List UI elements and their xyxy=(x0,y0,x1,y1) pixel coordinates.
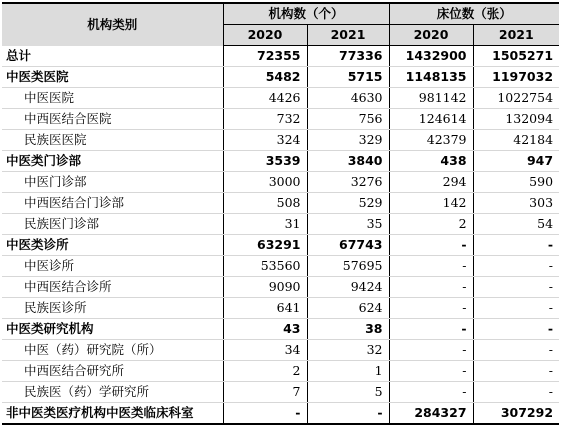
cell-beds-2021: 54 xyxy=(473,214,559,235)
cell-beds-2020: 142 xyxy=(389,193,473,214)
row-label: 中西医结合研究所 xyxy=(2,361,223,382)
cell-beds-2021: - xyxy=(473,256,559,277)
cell-beds-2021: 1505271 xyxy=(473,46,559,67)
cell-beds-2021: 132094 xyxy=(473,109,559,130)
cell-beds-2021: - xyxy=(473,361,559,382)
header-institutions-2021: 2021 xyxy=(307,25,389,46)
row-label: 中医类医院 xyxy=(2,67,223,88)
cell-inst-2021: 5715 xyxy=(307,67,389,88)
table-row xyxy=(2,130,559,151)
cell-beds-2020: 2 xyxy=(389,214,473,235)
cell-inst-2020: - xyxy=(223,403,307,425)
table-row xyxy=(2,319,559,340)
table-row xyxy=(2,382,559,403)
cell-beds-2021: 1197032 xyxy=(473,67,559,88)
cell-inst-2021: 67743 xyxy=(307,235,389,256)
table-row xyxy=(2,235,559,256)
cell-inst-2020: 641 xyxy=(223,298,307,319)
table-row xyxy=(2,193,559,214)
cell-inst-2021: 756 xyxy=(307,109,389,130)
cell-inst-2021: - xyxy=(307,403,389,425)
cell-beds-2020: 438 xyxy=(389,151,473,172)
cell-inst-2020: 31 xyxy=(223,214,307,235)
row-label: 中医（药）研究院（所） xyxy=(2,340,223,361)
cell-beds-2021: 947 xyxy=(473,151,559,172)
tcm-institutions-table xyxy=(2,2,559,425)
row-label: 民族医医院 xyxy=(2,130,223,151)
table-row xyxy=(2,172,559,193)
row-label: 中医诊所 xyxy=(2,256,223,277)
cell-inst-2021: 4630 xyxy=(307,88,389,109)
cell-inst-2020: 3539 xyxy=(223,151,307,172)
cell-beds-2021: 303 xyxy=(473,193,559,214)
cell-beds-2020: 294 xyxy=(389,172,473,193)
cell-beds-2020: - xyxy=(389,340,473,361)
table-row xyxy=(2,88,559,109)
table-row xyxy=(2,298,559,319)
cell-beds-2020: 1148135 xyxy=(389,67,473,88)
table-row xyxy=(2,340,559,361)
cell-beds-2021: - xyxy=(473,340,559,361)
cell-inst-2021: 9424 xyxy=(307,277,389,298)
table-row xyxy=(2,46,559,67)
header-institutions: 机构数（个） xyxy=(223,3,389,25)
cell-beds-2021: - xyxy=(473,382,559,403)
cell-inst-2020: 34 xyxy=(223,340,307,361)
cell-beds-2020: 981142 xyxy=(389,88,473,109)
cell-inst-2020: 53560 xyxy=(223,256,307,277)
cell-inst-2020: 7 xyxy=(223,382,307,403)
table-row xyxy=(2,109,559,130)
row-label: 中医门诊部 xyxy=(2,172,223,193)
cell-beds-2020: - xyxy=(389,298,473,319)
table-row xyxy=(2,151,559,172)
cell-beds-2020: - xyxy=(389,256,473,277)
row-label: 中医类门诊部 xyxy=(2,151,223,172)
row-label: 中医类研究机构 xyxy=(2,319,223,340)
cell-beds-2020: 42379 xyxy=(389,130,473,151)
header-institutions-2020: 2020 xyxy=(223,25,307,46)
cell-inst-2020: 5482 xyxy=(223,67,307,88)
table-header xyxy=(2,3,559,46)
cell-inst-2020: 9090 xyxy=(223,277,307,298)
cell-inst-2021: 57695 xyxy=(307,256,389,277)
cell-beds-2020: - xyxy=(389,382,473,403)
row-label: 民族医诊所 xyxy=(2,298,223,319)
table-body xyxy=(2,46,559,425)
cell-inst-2021: 35 xyxy=(307,214,389,235)
cell-inst-2021: 624 xyxy=(307,298,389,319)
table-row xyxy=(2,277,559,298)
cell-inst-2021: 1 xyxy=(307,361,389,382)
row-label: 民族医门诊部 xyxy=(2,214,223,235)
cell-beds-2020: - xyxy=(389,277,473,298)
cell-beds-2020: - xyxy=(389,361,473,382)
cell-inst-2021: 5 xyxy=(307,382,389,403)
row-label: 民族医（药）学研究所 xyxy=(2,382,223,403)
cell-beds-2021: 307292 xyxy=(473,403,559,425)
cell-inst-2020: 2 xyxy=(223,361,307,382)
cell-inst-2020: 508 xyxy=(223,193,307,214)
cell-inst-2021: 38 xyxy=(307,319,389,340)
cell-inst-2021: 77336 xyxy=(307,46,389,67)
row-label: 中西医结合门诊部 xyxy=(2,193,223,214)
cell-beds-2021: 1022754 xyxy=(473,88,559,109)
header-beds: 床位数（张） xyxy=(389,3,559,25)
cell-beds-2021: - xyxy=(473,277,559,298)
cell-inst-2021: 3840 xyxy=(307,151,389,172)
row-label: 中医类诊所 xyxy=(2,235,223,256)
table-row xyxy=(2,403,559,425)
cell-beds-2020: 284327 xyxy=(389,403,473,425)
cell-beds-2021: - xyxy=(473,235,559,256)
row-label: 总计 xyxy=(2,46,223,67)
cell-beds-2020: 1432900 xyxy=(389,46,473,67)
cell-inst-2021: 529 xyxy=(307,193,389,214)
cell-beds-2021: 590 xyxy=(473,172,559,193)
cell-beds-2020: - xyxy=(389,235,473,256)
table-row xyxy=(2,67,559,88)
cell-inst-2020: 732 xyxy=(223,109,307,130)
table-row xyxy=(2,256,559,277)
cell-beds-2021: - xyxy=(473,319,559,340)
cell-inst-2020: 72355 xyxy=(223,46,307,67)
row-label: 中西医结合诊所 xyxy=(2,277,223,298)
cell-inst-2020: 3000 xyxy=(223,172,307,193)
row-label: 非中医类医疗机构中医类临床科室 xyxy=(2,403,223,425)
cell-inst-2021: 32 xyxy=(307,340,389,361)
row-label: 中医医院 xyxy=(2,88,223,109)
cell-inst-2021: 329 xyxy=(307,130,389,151)
cell-beds-2021: 42184 xyxy=(473,130,559,151)
cell-inst-2020: 43 xyxy=(223,319,307,340)
row-label: 中西医结合医院 xyxy=(2,109,223,130)
cell-beds-2021: - xyxy=(473,298,559,319)
cell-beds-2020: - xyxy=(389,319,473,340)
header-category: 机构类别 xyxy=(2,3,223,46)
cell-beds-2020: 124614 xyxy=(389,109,473,130)
table-row xyxy=(2,214,559,235)
table-row xyxy=(2,361,559,382)
header-beds-2021: 2021 xyxy=(473,25,559,46)
cell-inst-2020: 63291 xyxy=(223,235,307,256)
cell-inst-2020: 324 xyxy=(223,130,307,151)
cell-inst-2020: 4426 xyxy=(223,88,307,109)
cell-inst-2021: 3276 xyxy=(307,172,389,193)
header-beds-2020: 2020 xyxy=(389,25,473,46)
